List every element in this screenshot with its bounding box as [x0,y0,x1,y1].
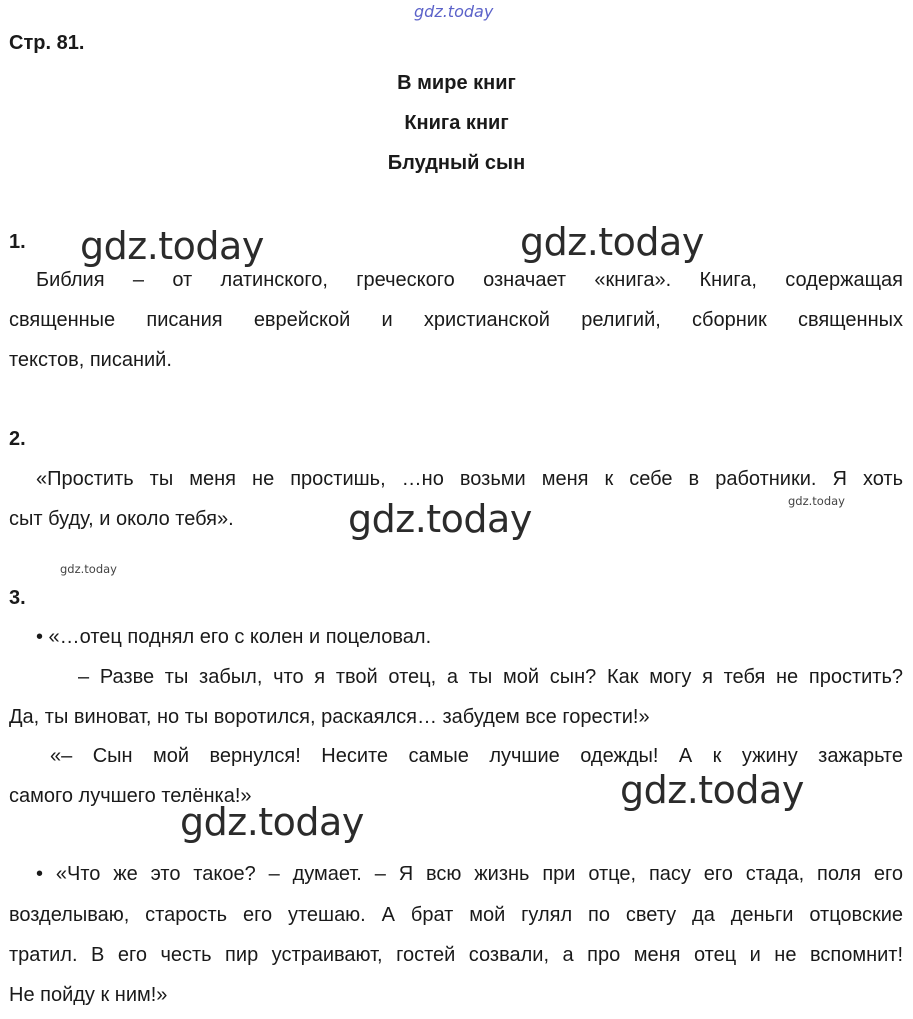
page-number: Стр. 81. [9,32,85,54]
section-3-line-3: Да, ты виноват, но ты воротился, раскаялся… забудем все горести!» [9,706,650,728]
watermark-small-1: gdz.today [788,494,845,508]
section-3-line-8: тратил. В его честь пир устраивают, гостей созвали, а про меня отец и не вспомнит! [9,944,903,966]
section-3-line-2: – Разве ты забыл, что я твой отец, а ты мой сын? Как могу я тебя не простить? [78,666,903,688]
section-1-line-1: Библия – от латинского, греческого означает «книга». Книга, содержащая [36,269,903,291]
watermark-big-4: gdz.today [620,768,804,812]
watermark-big-1: gdz.today [80,224,264,268]
section-3-line-5: самого лучшего телёнка!» [9,785,252,807]
section-3-line-1: • «…отец поднял его с колен и поцеловал. [36,626,432,648]
section-3-line-9: Не пойду к ним!» [9,984,168,1006]
title-story: Блудный сын [387,152,526,174]
watermark-big-3: gdz.today [348,497,532,541]
section-1-number: 1. [9,231,26,253]
title-book: Книга книг [404,112,509,134]
section-2-line-1: «Простить ты меня не простишь, …но возьми меня к себе в работники. Я хоть [36,468,903,490]
watermark-small-2: gdz.today [60,562,117,576]
section-2-number: 2. [9,428,26,450]
section-3-line-4: «– Сын мой вернулся! Несите самые лучшие одежды! А к ужину зажарьте [50,745,903,767]
section-3-line-7: возделываю, старость его утешаю. А брат мой гулял по свету да деньги отцовские [9,904,903,926]
section-3-line-6: • «Что же это такое? – думает. – Я всю жизнь при отце, пасу его стада, поля его [36,863,903,885]
section-1-line-3: текстов, писаний. [9,349,172,371]
watermark-top: gdz.today [414,2,494,21]
title-section: В мире книг [397,72,516,94]
section-2-line-2: сыт буду, и около тебя». [9,508,234,530]
watermark-big-2: gdz.today [520,220,704,264]
watermark-big-5: gdz.today [180,800,364,844]
section-3-number: 3. [9,587,26,609]
section-1-line-2: священные писания еврейской и христианской религий, сборник священных [9,309,903,331]
